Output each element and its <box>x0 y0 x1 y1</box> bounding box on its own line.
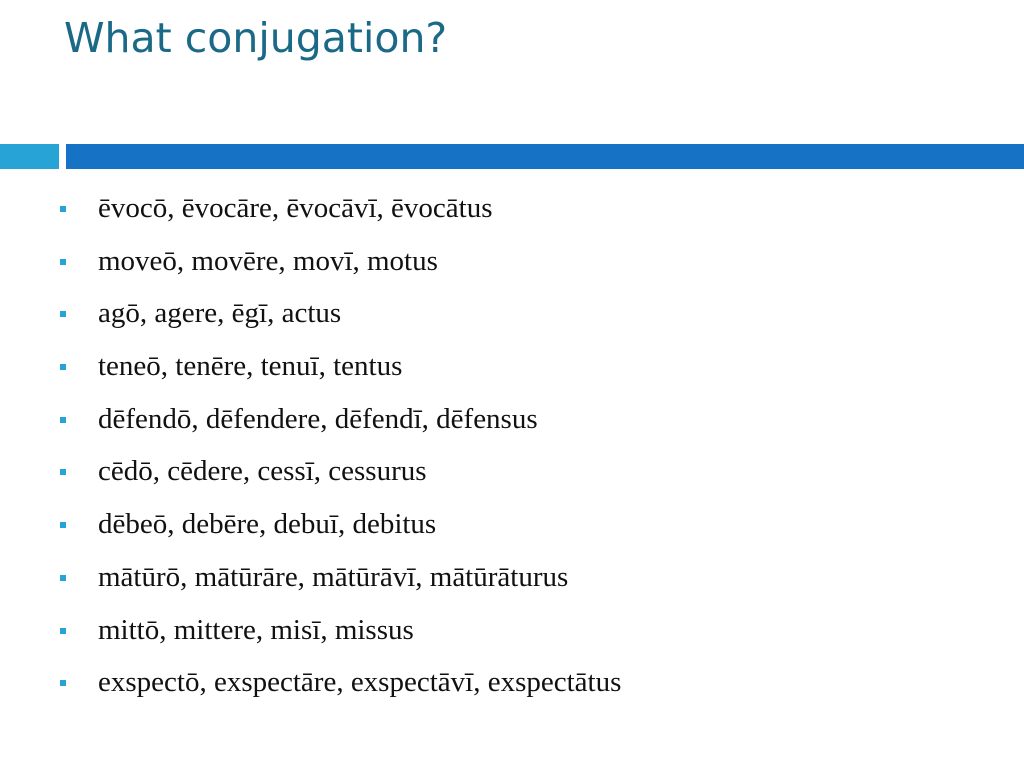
list-item-text: dēbeō, debēre, debuī, debitus <box>98 508 437 541</box>
square-bullet-icon <box>60 469 66 475</box>
square-bullet-icon <box>60 311 66 317</box>
list-item-text: agō, agere, ēgī, actus <box>98 297 342 330</box>
list-item <box>60 504 621 557</box>
header-band-accent <box>0 144 59 169</box>
list-item-text: mātūrō, mātūrāre, mātūrāvī, mātūrāturus <box>98 560 569 593</box>
list-item-text: moveō, movēre, movī, motus <box>98 244 438 277</box>
square-bullet-icon <box>60 364 66 370</box>
list-item <box>60 346 621 399</box>
list-item <box>60 188 621 241</box>
list-item-text: dēfendō, dēfendere, dēfendī, dēfensus <box>98 402 538 435</box>
square-bullet-icon <box>60 680 66 686</box>
list-item <box>60 241 621 294</box>
header-band <box>66 144 1024 169</box>
square-bullet-icon <box>60 628 66 634</box>
list-item <box>60 662 621 715</box>
list-item <box>60 451 621 504</box>
list-item-text: cēdō, cēdere, cessī, cessurus <box>98 455 427 488</box>
square-bullet-icon <box>60 522 66 528</box>
list-item-text: teneō, tenēre, tenuī, tentus <box>98 350 403 383</box>
list-item <box>60 557 621 610</box>
square-bullet-icon <box>60 417 66 423</box>
list-item-text: ēvocō, ēvocāre, ēvocāvī, ēvocātus <box>98 192 493 224</box>
list-item <box>60 293 621 346</box>
bullet-list <box>60 188 621 715</box>
list-item-text: exspectō, exspectāre, exspectāvī, exspectātus <box>98 666 622 699</box>
list-item <box>60 610 621 663</box>
square-bullet-icon <box>60 259 66 265</box>
square-bullet-icon <box>60 575 66 581</box>
list-item-text: mittō, mittere, misī, missus <box>98 613 414 646</box>
slide-title: What conjugation? <box>64 14 448 62</box>
list-item <box>60 399 621 452</box>
square-bullet-icon <box>60 206 66 212</box>
